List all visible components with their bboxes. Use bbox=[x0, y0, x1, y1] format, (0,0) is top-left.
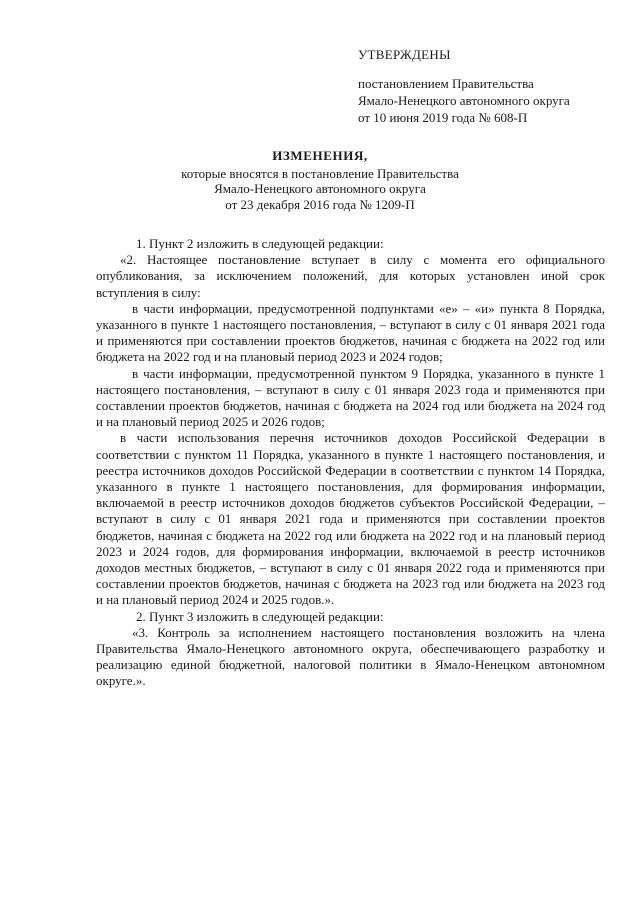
document-title: ИЗМЕНЕНИЯ, bbox=[272, 148, 368, 163]
approval-block bbox=[358, 46, 618, 126]
approval-heading: УТВЕРЖДЕНЫ bbox=[358, 47, 451, 62]
paragraph-info-9: в части информации, предусмотренной пунктом 9 Порядка, указанного в пункте 1 настоящего постановления, – вступают в силу с 01 января 2023 года и применяются при составлении проектов бюджетов, начиная с бюджета на 2024 год или бюджета на 2024 год и на плановый период 2025 и 2026 годов; bbox=[96, 365, 605, 430]
document-body bbox=[96, 236, 605, 690]
document-subtitle-line-3: от 23 декабря 2016 года № 1209-П bbox=[225, 196, 415, 212]
document-subtitle-line-2: Ямало-Ненецкого автономного округа bbox=[214, 181, 426, 196]
paragraph-item-1: 1. Пункт 2 изложить в следующей редакции: bbox=[136, 236, 384, 251]
paragraph-sources: в части использования перечня источников доходов Российской Федерации в соответствии с пунктом 11 Порядка, указанного в пункте 1 настоящего постановления, и реестра источников доходов Российской Федерации в соответствии с пунктом 14 Порядка, указанного в пункте 1 настоящего постановления, для формирования информации, включаемой в реестр источников доходов бюджетов субъектов Российской Федерации, – вступают в силу с 01 января 2021 года и применяются при составлении проектов бюджетов, начиная с бюджета на 2022 год или бюджета на 2022 год и на плановый период 2023 и 2024 годов, для формирования информации, включаемой в реестр источников доходов местных бюджетов, – вступают в силу с 01 января 2022 года и применяются при составлении проектов бюджетов, начиная с бюджета на 2023 год или бюджета на 2023 год и на плановый период 2024 и 2025 годов.». bbox=[96, 430, 605, 608]
paragraph-quote-3: «3. Контроль за исполнением настоящего постановления возложить на члена Правительства Ямало-Ненецкого автономного округа, обеспечивающего разработку и реализацию единой бюджетной, налоговой политики в Ямало-Ненецком автономном округе.». bbox=[96, 624, 605, 689]
paragraph-info-8: в части информации, предусмотренной подпунктами «е» – «и» пункта 8 Порядка, указанного в пункте 1 настоящего постановления, – вступают в силу с 01 января 2021 года и применяются при составлении проектов бюджетов, начиная с бюджета на 2022 год или бюджета на 2022 год и на плановый период 2023 и 2024 годов; bbox=[96, 300, 605, 365]
approval-line-1: постановлением Правительства bbox=[358, 76, 534, 91]
document-subtitle-line-1: которые вносятся в постановление Правительства bbox=[181, 165, 459, 181]
document-title-block bbox=[0, 148, 640, 212]
paragraph-item-2: 2. Пункт 3 изложить в следующей редакции: bbox=[136, 608, 384, 624]
approval-line-3: от 10 июня 2019 года № 608-П bbox=[358, 110, 528, 125]
approval-line-2: Ямало-Ненецкого автономного округа bbox=[358, 93, 570, 108]
paragraph-quote-2: «2. Настоящее постановление вступает в силу с момента его официального опубликования, за исключением положений, для которых установлен иной срок вступления в силу: bbox=[96, 252, 605, 300]
